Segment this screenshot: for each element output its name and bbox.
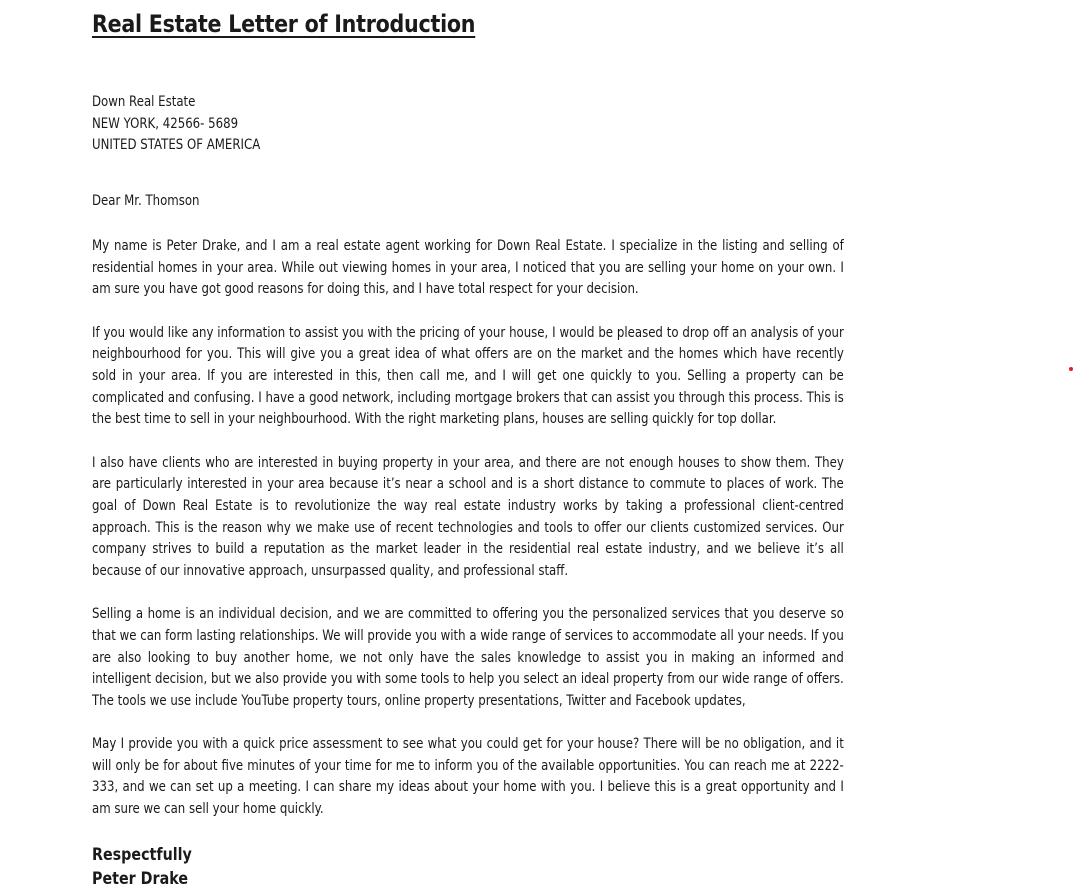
- sender-city-zip: NEW YORK, 42566- 5689: [92, 115, 239, 132]
- sender-company: Down Real Estate: [92, 94, 196, 110]
- letter-page: [92, 0, 844, 891]
- valediction: Respectfully: [92, 844, 192, 865]
- body-paragraph-intro: My name is Peter Drake, and I am a real estate agent working for Down Real Estate. I specialize in the listing and selling of residential homes in your area. While out viewing homes in your area, I noticed that you are selling your home on your own. I am sure you have got good reasons for doing this, and I have total respect for your decision.: [92, 238, 844, 298]
- body-paragraph-assessment: May I provide you with a quick price assessment to see what you could get for your house? There will be no obligation, and it will only be for about five minutes of your time for me to inform you of the available opportunities. You can reach me at 2222-333, and we can set up a meeting. I can share my ideas about your home with you. I believe this is a great opportunity and I am sure we can sell your home quickly.: [92, 736, 844, 818]
- red-marker-dot: [1069, 367, 1073, 371]
- signature-name: Peter Drake: [92, 868, 189, 889]
- body-paragraph-services: Selling a home is an individual decision, and we are committed to offering you the personalized services that you deserve so that we can form lasting relationships. We will provide you with a wide range of services to accommodate all your needs. If you are also looking to buy another home, we not only have the sales knowledge to assist you in making an informed and intelligent decision, but we also provide you with some tools to help you select an ideal property from our wide range of offers. The tools we use include YouTube property tours, online property presentations, Twitter and Facebook updates,: [92, 606, 844, 709]
- letter-title: Real Estate Letter of Introduction: [92, 10, 476, 38]
- sender-address: [92, 92, 724, 157]
- sender-country: UNITED STATES OF AMERICA: [92, 137, 261, 153]
- letter-closing: [92, 843, 724, 891]
- body-paragraph-clients: I also have clients who are interested in buying property in your area, and there are not enough houses to show them. They are particularly interested in your area because it’s near a school and is a short distance to commute to places of work. The goal of Down Real Estate is to revolutionize the way real estate industry works by taking a professional client-centred approach. This is the reason why we make use of recent technologies and tools to offer our clients customized services. Our company strives to build a reputation as the market leader in the residential real estate industry, and we believe it’s all because of our innovative approach, unsurpassed quality, and professional staff.: [92, 454, 844, 579]
- body-paragraph-pricing: If you would like any information to assist you with the pricing of your house, I would be pleased to drop off an analysis of your neighbourhood for you. This will give you a great idea of what offers are on the market and the homes which have recently sold in your area. If you are interested in this, then call me, and I will get one quickly to you. Selling a property can be complicated and confusing. I have a good network, including mortgage brokers that can assist you through this process. This is the best time to sell in your neighbourhood. With the right marketing plans, houses are selling quickly for top dollar.: [92, 324, 844, 428]
- salutation: Dear Mr. Thomson: [92, 192, 200, 209]
- letter-body: [92, 236, 844, 821]
